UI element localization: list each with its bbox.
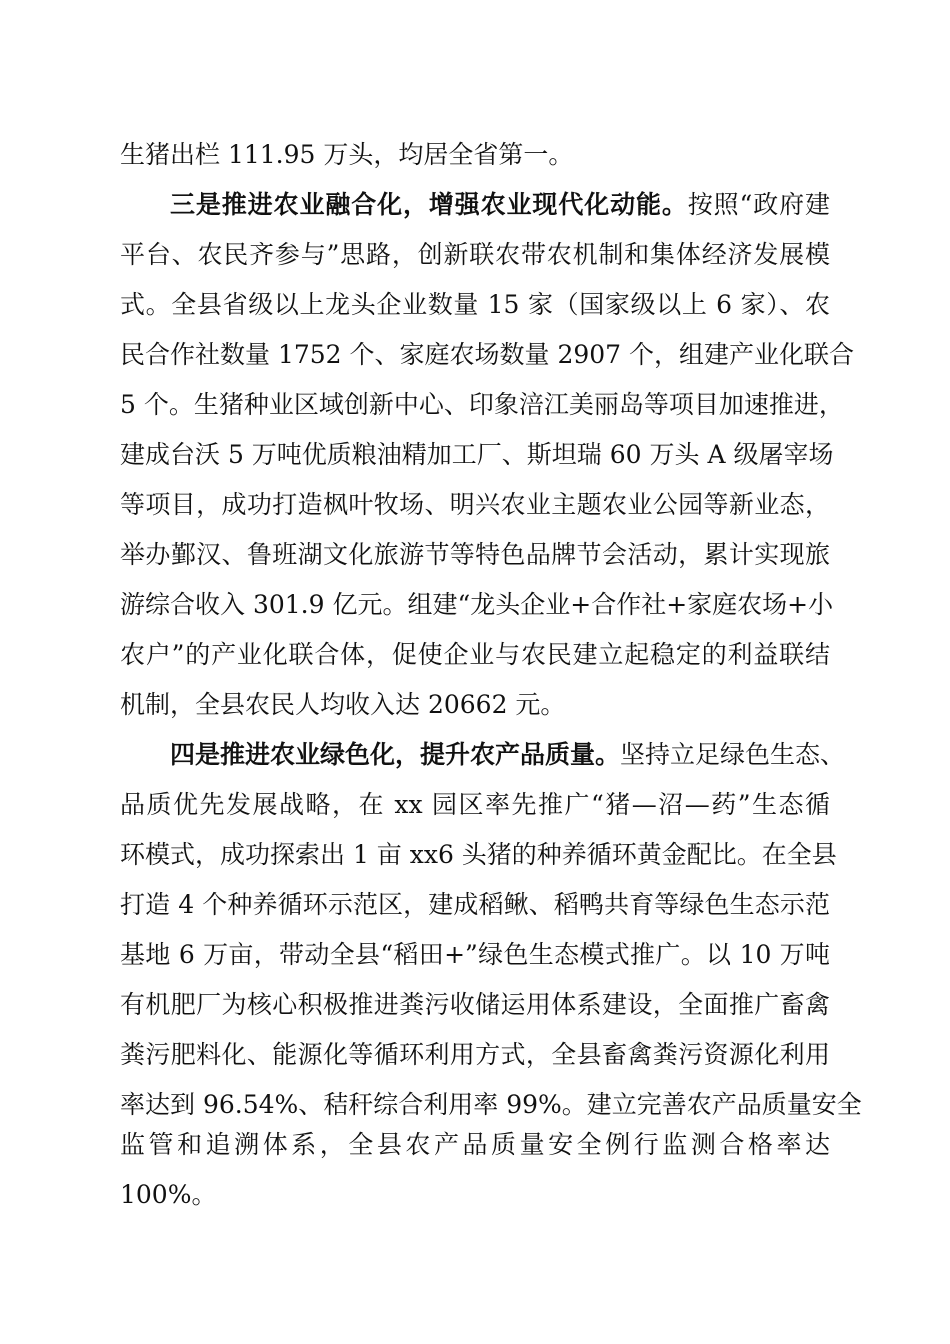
paragraph-3-line: 有机肥厂为核心积极推进粪污收储运用体系建设，全面推广畜禽 (120, 990, 830, 1019)
paragraph-2-heading: 三是推进农业融合化，增强农业现代化动能。 (170, 190, 688, 219)
paragraph-2-line: 5 个。生猪种业区域创新中心、印象涪江美丽岛等项目加速推进， (120, 390, 844, 419)
paragraph-2-line: 等项目，成功打造枫叶牧场、明兴农业主题农业公园等新业态， (120, 490, 830, 519)
paragraph-3-line: 率达到 96.54%、秸秆综合利用率 99%。建立完善农产品质量安全 (120, 1090, 862, 1119)
paragraph-2-text: 按照“政府建 (687, 190, 830, 219)
paragraph-2-line: 平台、农民齐参与”思路，创新联农带农机制和集体经济发展模 (120, 240, 830, 269)
paragraph-3-heading: 四是推进农业绿色化，提升农产品质量。 (170, 740, 621, 769)
paragraph-2-line: 民合作社数量 1752 个、家庭农场数量 2907 个，组建产业化联合 (120, 340, 855, 369)
paragraph-3-line: 粪污肥料化、能源化等循环利用方式，全县畜禽粪污资源化利用 (120, 1040, 830, 1069)
paragraph-3-line: 监管和追溯体系，全县农产品质量安全例行监测合格率达 (120, 1130, 830, 1159)
paragraph-2-line: 农户”的产业化联合体，促使企业与农民建立起稳定的利益联结 (120, 640, 830, 669)
paragraph-3-line: 环模式，成功探索出 1 亩 xx6 头猪的种养循环黄金配比。在全县 (120, 840, 837, 869)
paragraph-3-line: 100%。 (120, 1180, 217, 1209)
paragraph-3-text: 坚持立足绿色生态、 (620, 740, 846, 769)
paragraph-2-line: 举办鄞汉、鲁班湖文化旅游节等特色品牌节会活动，累计实现旅 (120, 540, 830, 569)
paragraph-3-line: 打造 4 个种养循环示范区，建成稻鳅、稻鸭共育等绿色生态示范 (120, 890, 830, 919)
paragraph-3-line: 基地 6 万亩，带动全县“稻田+”绿色生态模式推广。以 10 万吨 (120, 940, 830, 969)
paragraph-2-line: 式。全县省级以上龙头企业数量 15 家（国家级以上 6 家）、农 (120, 290, 830, 319)
paragraph-1-line-1: 生猪出栏 111.95 万头，均居全省第一。 (120, 140, 574, 169)
paragraph-2-line: 游综合收入 301.9 亿元。组建“龙头企业+合作社+家庭农场+小 (120, 590, 834, 619)
paragraph-3-line: 品质优先发展战略，在 xx 园区率先推广“猪—沼—药”生态循 (120, 790, 830, 819)
paragraph-2-line: 建成台沃 5 万吨优质粮油精加工厂、斯坦瑞 60 万头 A 级屠宰场 (120, 440, 834, 469)
paragraph-2-line-1 (170, 188, 830, 222)
paragraph-2-line: 机制，全县农民人均收入达 20662 元。 (120, 690, 566, 719)
paragraph-3-line-1 (170, 738, 846, 772)
